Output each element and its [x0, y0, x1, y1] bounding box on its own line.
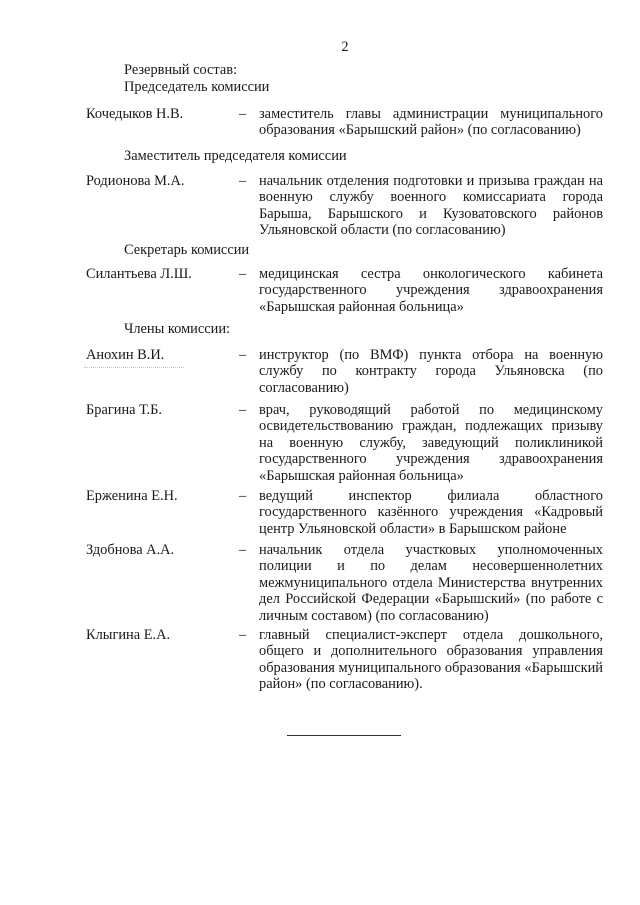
- entry-description: начальник отделения подготовки и призыва граждан на военную службу военного комиссариата города Барыша, Барышского и Кузоватовского районов Ульяновской области (по согласованию): [259, 173, 603, 239]
- entry-dash: –: [239, 402, 247, 418]
- entry-name: Клыгина Е.А.: [86, 627, 171, 643]
- reserve-heading: Резервный состав:: [124, 62, 238, 78]
- entry-dash: –: [239, 488, 247, 504]
- entry-dash: –: [239, 173, 247, 189]
- members-heading: Члены комиссии:: [124, 321, 231, 337]
- entry-description: начальник отдела участковых уполномоченных полиции и по делам несовершеннолетних межмуниципального отдела Министерства внутренних дел Российской Федерации «Барышский» (по работе с личным составом) (по согласованию): [259, 542, 603, 624]
- entry-description: инструктор (по ВМФ) пункта отбора на военную службу по контракту города Ульяновска (по согласованию): [259, 347, 603, 396]
- entry-description: медицинская сестра онкологического кабинета государственного учреждения здравоохранения «Барышская районная больница»: [259, 266, 603, 315]
- page-number: 2: [341, 39, 349, 55]
- deputy-heading: Заместитель председателя комиссии: [124, 148, 347, 164]
- entry-dash: –: [239, 266, 247, 282]
- entry-description: заместитель главы администрации муниципального образования «Барышский район» (по согласованию): [259, 106, 603, 139]
- entry-name: Силантьева Л.Ш.: [86, 266, 192, 282]
- entry-dash: –: [239, 347, 247, 363]
- entry-name: Здобнова А.А.: [86, 542, 175, 558]
- entry-name: Родионова М.А.: [86, 173, 185, 189]
- secretary-heading: Секретарь комиссии: [124, 242, 250, 258]
- entry-name: Брагина Т.Б.: [86, 402, 162, 418]
- entry-dash: –: [239, 627, 247, 643]
- closing-rule: [287, 735, 401, 736]
- entry-description: главный специалист-эксперт отдела дошкольного, общего и дополнительного образования управления образования муниципального образования «Барышский район» (по согласованию).: [259, 627, 603, 693]
- entry-dash: –: [239, 542, 247, 558]
- entry-name: Ерженина Е.Н.: [86, 488, 178, 504]
- entry-description: врач, руководящий работой по медицинскому освидетельствованию граждан, подлежащих призыву на военную службу, заведующий поликлиникой государственного учреждения здравоохранения «Барышская районная больница»: [259, 402, 603, 484]
- entry-dash: –: [239, 106, 247, 122]
- entry-name: Кочедыков Н.В.: [86, 106, 184, 122]
- entry-name: Анохин В.И.: [86, 347, 165, 363]
- entry-description: ведущий инспектор филиала областного государственного казённого учреждения «Кадровый центр Ульяновской области» в Барышском районе: [259, 488, 603, 537]
- chairman-heading: Председатель комиссии: [124, 79, 270, 95]
- faint-dotted-line: [84, 367, 184, 368]
